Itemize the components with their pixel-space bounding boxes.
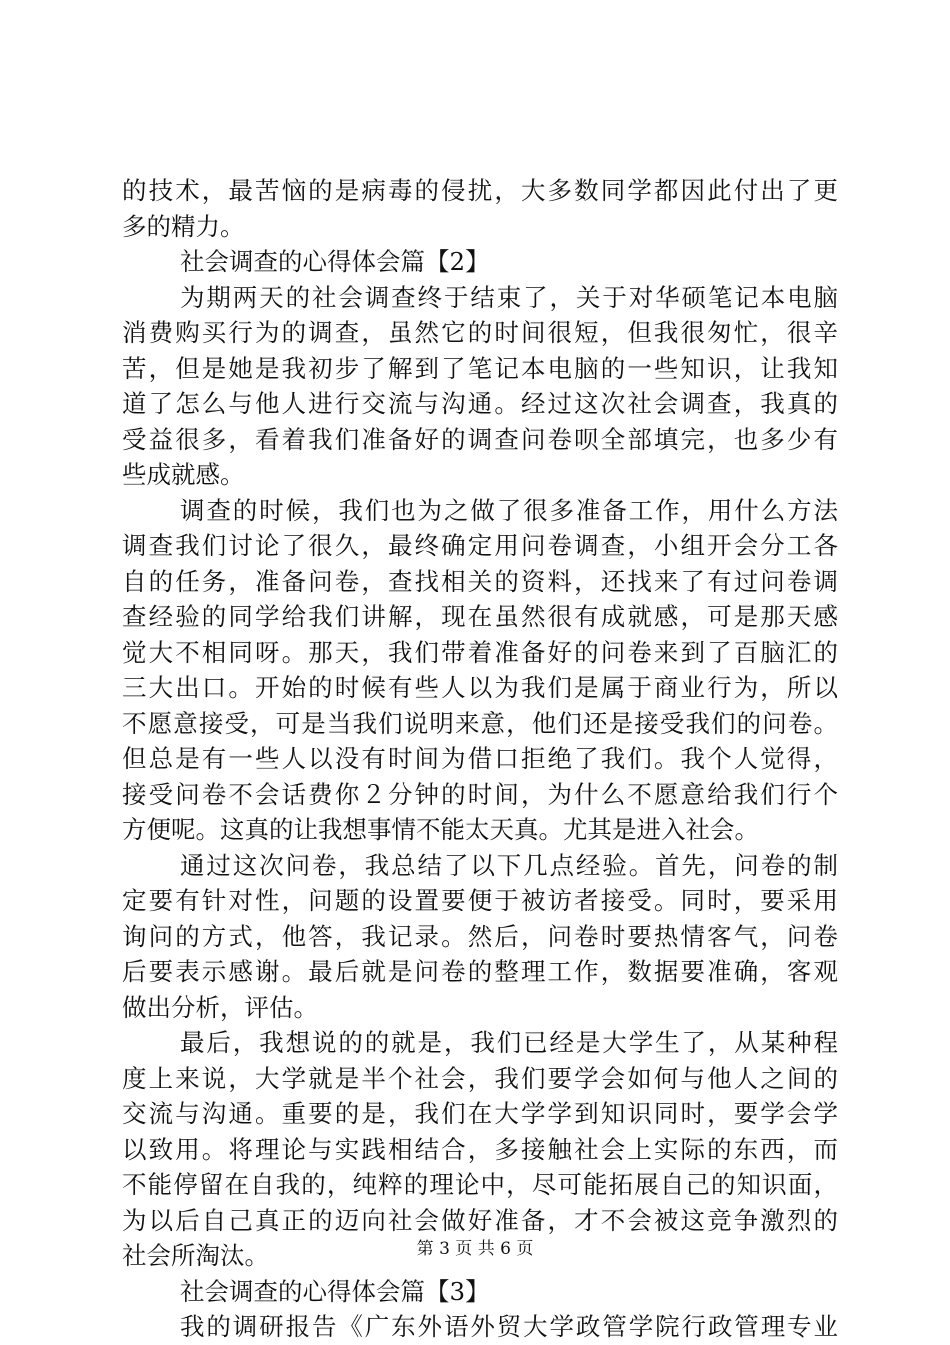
text-line: 我的调研报告《广东外语外贸大学政管学院行政管理专业 xyxy=(180,1312,838,1341)
text-line: 三大出口。开始的时候有些人以为我们是属于商业行为，所以 xyxy=(122,673,838,702)
text-line: 定要有针对性，问题的设置要便于被访者接受。同时，要采用 xyxy=(122,886,838,915)
text-line: 以致用。将理论与实践相结合，多接触社会上实际的东西，而 xyxy=(122,1134,838,1164)
text-line: 通过这次问卷，我总结了以下几点经验。首先，问卷的制 xyxy=(180,850,838,880)
text-line: 的技术，最苦恼的是病毒的侵扰，大多数同学都因此付出了更 xyxy=(122,176,838,205)
text-line: 调查的时候，我们也为之做了很多准备工作，用什么方法 xyxy=(180,495,838,525)
text-line: 多的精力。 xyxy=(122,211,245,241)
text-line: 自的任务，准备问卷，查找相关的资料，还找来了有过问卷调 xyxy=(122,566,838,596)
text-line: 苦，但是她是我初步了解到了笔记本电脑的一些知识，让我知 xyxy=(122,353,838,383)
text-line: 但总是有一些人以没有时间为借口拒绝了我们。我个人觉得， xyxy=(122,744,838,773)
section-heading: 社会调查的心得体会篇【2】 xyxy=(180,247,490,276)
text-line: 为以后自己真正的迈向社会做好准备，才不会被这竞争激烈的 xyxy=(122,1205,838,1235)
text-line: 后要表示感谢。最后就是问卷的整理工作，数据要准确，客观 xyxy=(122,957,838,986)
text-line: 些成就感。 xyxy=(122,460,245,489)
text-line: 觉大不相同呀。那天，我们带着准备好的问卷来到了百脑汇的 xyxy=(122,637,838,667)
text-line: 不能停留在自我的，纯粹的理论中，尽可能拓展自己的知识面， xyxy=(122,1170,838,1199)
text-line: 道了怎么与他人进行交流与沟通。经过这次社会调查，我真的 xyxy=(122,389,838,418)
text-line: 为期两天的社会调查终于结束了，关于对华硕笔记本电脑 xyxy=(180,282,838,312)
text-line: 交流与沟通。重要的是，我们在大学学到知识同时，要学会学 xyxy=(122,1099,838,1128)
page-number-footer: 第 3 页 共 6 页 xyxy=(416,1239,534,1259)
text-line: 消费购买行为的调查，虽然它的时间很短，但我很匆忙，很辛 xyxy=(122,318,838,347)
text-line: 询问的方式，他答，我记录。然后，问卷时要热情客气，问卷 xyxy=(122,921,838,951)
text-line: 最后，我想说的的就是，我们已经是大学生了，从某种程 xyxy=(180,1028,838,1057)
text-line: 接受问卷不会话费你２分钟的时间，为什么不愿意给我们行个 xyxy=(122,779,838,809)
text-line: 受益很多，看着我们准备好的调查问卷呗全部填完，也多少有 xyxy=(122,424,838,454)
text-line: 不愿意接受，可是当我们说明来意，他们还是接受我们的问卷。 xyxy=(122,708,838,738)
text-line: 方便呢。这真的让我想事情不能太天真。尤其是进入社会。 xyxy=(122,815,759,844)
document-body xyxy=(122,173,838,1345)
text-line: 社会所淘汰。 xyxy=(122,1241,269,1270)
text-line: 查经验的同学给我们讲解，现在虽然很有成就感，可是那天感 xyxy=(122,602,838,631)
text-line: 度上来说，大学就是半个社会，我们要学会如何与他人之间的 xyxy=(122,1063,838,1093)
text-line: 做出分析，评估。 xyxy=(122,992,318,1022)
section-heading: 社会调查的心得体会篇【3】 xyxy=(180,1276,490,1306)
text-line: 调查我们讨论了很久，最终确定用问卷调查，小组开会分工各 xyxy=(122,531,838,560)
